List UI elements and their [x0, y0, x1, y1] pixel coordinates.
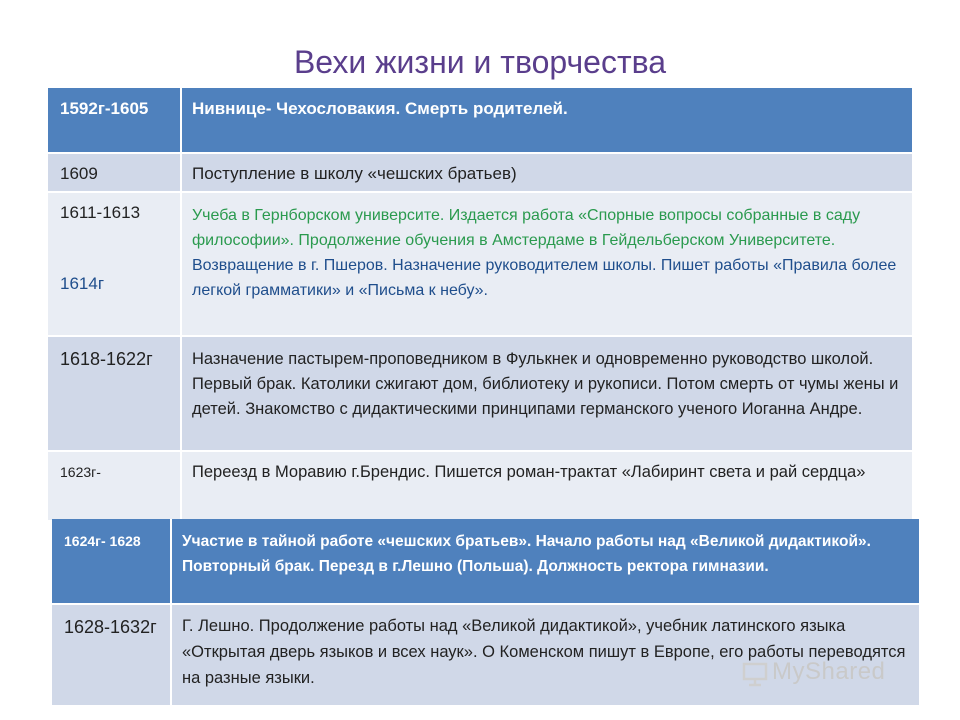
table-row: [48, 88, 912, 152]
years-cell: 1624г- 1628: [52, 519, 172, 603]
table-row: [52, 519, 919, 603]
timeline-table-main: [48, 88, 912, 520]
years-cell: 1623г-: [48, 450, 182, 520]
table-row: [48, 152, 912, 191]
event-text-blue: Возвращение в г. Пшеров. Назначение руководителем школы. Пишет работы «Правила более легкой грамматики» и «Письма к небу».: [192, 257, 897, 299]
watermark-logo: MyShared: [772, 658, 886, 685]
event-cell: Участие в тайной работе «чешских братьев». Начало работы над «Великой дидактикой». Повторный брак. Перезд в г.Лешно (Польша). Должность ректора гимназии.: [172, 519, 919, 603]
years-cell: 1628-1632г: [52, 603, 172, 705]
event-cell: Нивнице- Чехословакия. Смерть родителей.: [182, 88, 912, 152]
years-label: 1614г: [60, 274, 105, 293]
years-cell: 1592г-1605: [48, 88, 182, 152]
years-cell: 1609: [48, 152, 182, 191]
event-text-green: Учеба в Гернборском университе. Издается работа «Спорные вопросы собранные в саду философии». Продолжение обучения в Амстердаме в Гейдельберском Университете.: [192, 207, 861, 249]
event-cell: Назначение пастырем-проповедником в Фулькнек и одновременно руководство школой. Первый брак. Католики сжигают дом, библиотеку и рукописи. Потом смерть от чумы жены и детей. Знакомство с дидактическими принципами германского ученого Иоганна Андре.: [182, 335, 912, 450]
event-cell: Поступление в школу «чешских братьев): [182, 152, 912, 191]
years-cell: [48, 191, 182, 335]
table-row: [48, 450, 912, 520]
years-label: 1611-1613: [60, 203, 141, 222]
page-title: Вехи жизни и творчества: [293, 44, 667, 80]
event-cell: [182, 191, 912, 335]
table-row: [48, 335, 912, 450]
table-row: [52, 603, 919, 705]
event-cell: Переезд в Моравию г.Брендис. Пишется роман-трактат «Лабиринт света и рай сердца»: [182, 450, 912, 520]
table-row: [48, 191, 912, 335]
event-cell: Г. Лешно. Продолжение работы над «Великой дидактикой», учебник латинского языка «Открытая дверь языков и всех наук». О Коменском пишут в Европе, его работы переводятся на разные языки.: [172, 603, 919, 705]
years-cell: 1618-1622г: [48, 335, 182, 450]
presentation-icon: [742, 661, 768, 687]
